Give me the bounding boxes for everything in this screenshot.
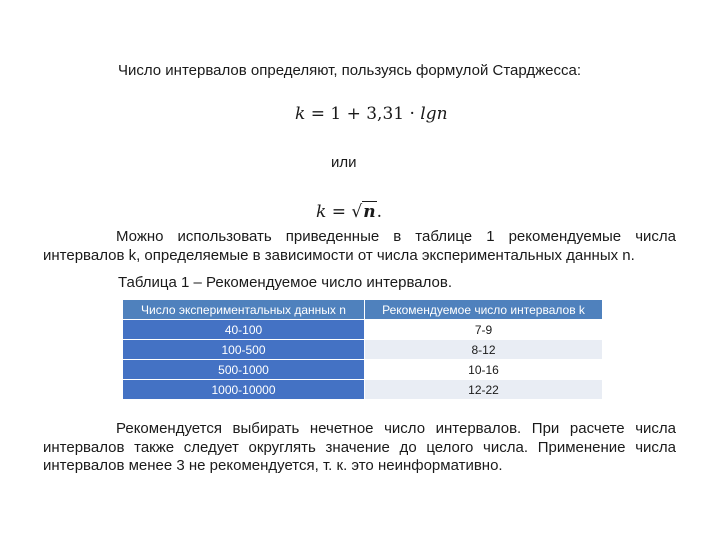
cell-k: 7-9: [365, 320, 603, 340]
table-caption: Таблица 1 – Рекомендуемое число интервалов.: [118, 274, 453, 291]
formula-equation: = 1 + 3,31 ·: [305, 104, 421, 124]
sturges-formula: [295, 104, 448, 124]
table-header-row: [123, 300, 603, 320]
formula2-equation: = √: [326, 202, 363, 222]
table-row: [123, 360, 603, 380]
formula2-tail: .: [376, 202, 382, 222]
paragraph-recommendation: [43, 420, 676, 476]
table-row: [123, 320, 603, 340]
formula2-radicand: n: [363, 202, 376, 222]
formula-lhs: k: [295, 104, 306, 124]
intervals-table: [122, 299, 603, 400]
header-n: Число экспериментальных данных n: [123, 300, 365, 320]
cell-n: 500-1000: [123, 360, 365, 380]
formula2-lhs: k: [316, 202, 327, 222]
cell-k: 10-16: [365, 360, 603, 380]
sqrt-formula: [316, 201, 382, 222]
cell-n: 40-100: [123, 320, 365, 340]
header-k: Рекомендуемое число интервалов k: [365, 300, 603, 320]
intro-text: Число интервалов определяют, пользуясь формулой Старджесса:: [118, 62, 582, 79]
paragraph-text: Рекомендуется выбирать нечетное число интервалов. При расчете числа интервалов также следует округлять значение до целого числа. Применение числа интервалов менее 3 не рекомендуется, т. к. это неинформативно.: [43, 420, 676, 474]
cell-n: 1000-10000: [123, 380, 365, 400]
cell-k: 12-22: [365, 380, 603, 400]
formula-rhs: lgn: [420, 104, 448, 124]
or-text: или: [331, 154, 357, 171]
paragraph-intervals: [43, 228, 676, 265]
cell-k: 8-12: [365, 340, 603, 360]
paragraph-text: Можно использовать приведенные в таблице 1 рекомендуемые числа интервалов k, определяемые в зависимости от числа экспериментальных данных n.: [43, 228, 676, 264]
table-row: [123, 340, 603, 360]
cell-n: 100-500: [123, 340, 365, 360]
table-row: [123, 380, 603, 400]
